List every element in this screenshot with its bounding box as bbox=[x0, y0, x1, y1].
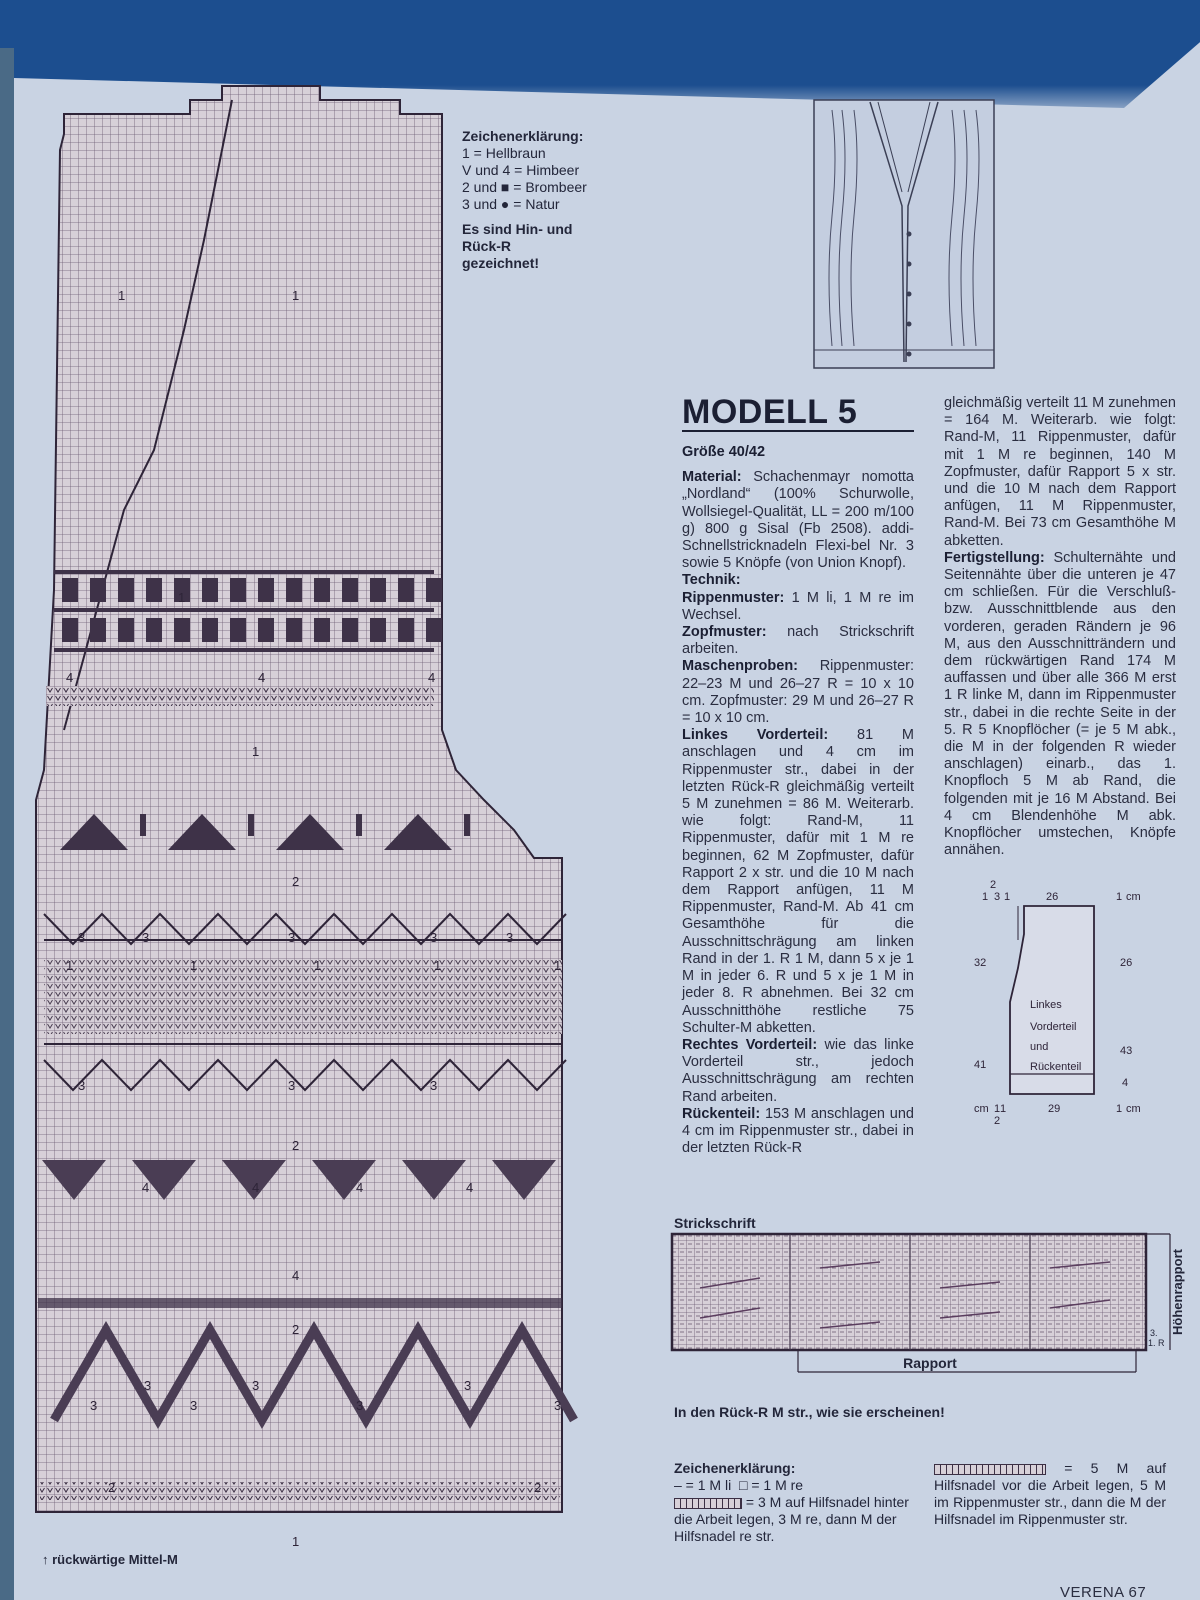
legend-line: = 3 M auf Hilfsnadel hinter die Arbeit legen, 3 M re, dann M der Hilfsnadel re str. bbox=[674, 1494, 909, 1544]
diamond-block bbox=[174, 618, 190, 642]
schem-label: 2 bbox=[994, 1115, 1001, 1127]
paragraph bbox=[682, 469, 914, 572]
paragraph bbox=[682, 1106, 914, 1158]
heading: Maschenproben: bbox=[682, 658, 799, 675]
diamond-block bbox=[202, 618, 218, 642]
diamond-block bbox=[370, 578, 386, 602]
chart-number: 4 bbox=[258, 670, 266, 685]
chart-number: 1 bbox=[178, 590, 186, 605]
size-schematic bbox=[974, 878, 1174, 1178]
heading: Technik: bbox=[682, 572, 741, 589]
back-center-text: rückwärtige Mittel-M bbox=[52, 1552, 178, 1567]
chart-number: 3 bbox=[90, 1398, 98, 1413]
diamond-block bbox=[230, 618, 246, 642]
dot-column bbox=[140, 814, 146, 836]
cable-left-icon bbox=[674, 1498, 742, 1509]
diamond-block bbox=[286, 618, 302, 642]
paragraph-text: Rippenmuster: 22–23 M und 26–27 R = 10 x 10 cm. Zopfmuster: 29 M und 26–27 R = 10 x 10 cm. bbox=[682, 658, 914, 727]
paragraph bbox=[682, 572, 914, 589]
chart-number: 3 bbox=[78, 1078, 86, 1093]
diamond-block bbox=[342, 618, 358, 642]
chart-number: 1 bbox=[118, 288, 126, 303]
legend-bottom bbox=[674, 1460, 914, 1545]
chart-number: 3 bbox=[78, 930, 86, 945]
heading: Fertigstellung: bbox=[944, 549, 1045, 566]
dot-column bbox=[356, 814, 362, 836]
legend-line: = 5 M auf Hilfsnadel vor die Arbeit legen, 5 M im Rippenmuster str., dann die M der Hilfsnadel im Rippenmuster str. bbox=[934, 1460, 1166, 1527]
chart-number: 3 bbox=[430, 930, 438, 945]
legend-bottom-right bbox=[934, 1460, 1166, 1528]
legend-line: V und 4 = Himbeer bbox=[462, 162, 580, 178]
chart-number: 3 bbox=[464, 1378, 472, 1393]
schem-label: cm bbox=[1126, 891, 1141, 903]
chart-number: 3 bbox=[356, 1398, 364, 1413]
diamond-block bbox=[342, 578, 358, 602]
diamond-block bbox=[230, 578, 246, 602]
chart-number: 3 bbox=[142, 930, 150, 945]
chart-number: 4 bbox=[142, 1180, 150, 1195]
legend-bottom-title: Zeichenerklärung: bbox=[674, 1460, 796, 1476]
paragraph-text: Schulternähte und Seitennähte über die unteren je 47 cm schließen. Für die Verschluß- bzw. Ausschnittblende aus den vorderen, geraden Rändern je 96 M, aus den Ausschnitträndern und dem rückwärtigen Rand 174 M auffassen und über alle 366 M erst 1 R linke M, dann im Rippenmuster str., dabei in die rechte Seite in der 5. R 5 Knopflöcher (= je 5 M abk., die M in der folgenden R wieder anschlagen) einarb., das 1. Knopfloch 5 M ab Rand, die folgenden mit je 16 M Abstand. Bei 4 cm Blendenhöhe M abk. Knopflöcher umstechen, Knöpfe annähen. bbox=[944, 549, 1176, 859]
chart-number: 4 bbox=[66, 670, 74, 685]
legend-line: 1 = Hellbraun bbox=[462, 145, 546, 161]
schem-label: 1 bbox=[982, 891, 989, 903]
chart-number: 1 bbox=[292, 288, 300, 303]
vest-sketch bbox=[810, 96, 998, 372]
chart-number: 3 bbox=[252, 1378, 260, 1393]
schem-label: 26 bbox=[1120, 957, 1133, 969]
diamond-block bbox=[118, 578, 134, 602]
legend-top-title: Zeichenerklärung: bbox=[462, 128, 584, 144]
paragraph-text: 153 M anschlagen und 4 cm im Rippenmuster str., dabei in der letzten Rück-R bbox=[682, 1105, 914, 1157]
paragraph-text: gleichmäßig verteilt 11 M zunehmen = 164 M. Weiterarb. wie folgt: Rand-M, 11 Rippenmuster, dafür mit 1 M re beginnen, 140 M Zopfmuster, dafür Rapport 5 x str. und die 10 M nach dem Rapport anfügen, 11 M Rippenmuster, Rand-M. Bei 73 cm Gesamthöhe M abketten. bbox=[944, 395, 1176, 549]
cable-right-icon bbox=[934, 1464, 1046, 1475]
schem-label: 29 bbox=[1048, 1103, 1061, 1115]
chart-number: 4 bbox=[292, 1268, 300, 1283]
strickschrift-chart bbox=[670, 1232, 1190, 1382]
row-label: 1. R bbox=[1148, 1338, 1165, 1348]
paragraph bbox=[944, 550, 1176, 860]
diamond-block bbox=[90, 618, 106, 642]
chart-number: 1 bbox=[314, 958, 322, 973]
schem-label: 1 bbox=[1116, 891, 1123, 903]
heading: Linkes Vorderteil: bbox=[682, 727, 829, 744]
chart-number: 1 bbox=[190, 958, 198, 973]
chart-number: 1 bbox=[554, 958, 562, 973]
band-dots bbox=[38, 1298, 562, 1308]
schem-label: 1 bbox=[994, 1103, 1001, 1115]
page-footer: VERENA 67 bbox=[1060, 1584, 1147, 1600]
paragraph-text: 1 M li, 1 M re im Wechsel. bbox=[682, 589, 914, 623]
chart-number: 1 bbox=[434, 958, 442, 973]
chart-number: 2 bbox=[292, 1322, 300, 1337]
schem-label: cm bbox=[974, 1103, 989, 1115]
paragraph bbox=[682, 727, 914, 1037]
paragraph bbox=[682, 624, 914, 658]
hoehenrapport-label: Höhenrapport bbox=[1170, 1249, 1185, 1335]
paragraph bbox=[682, 1037, 914, 1106]
chart-number: 3 bbox=[430, 1078, 438, 1093]
schem-label: 43 bbox=[1120, 1045, 1133, 1057]
dot-column bbox=[248, 814, 254, 836]
schem-inner-text: Rückenteil bbox=[1030, 1061, 1082, 1073]
schem-inner-text: Linkes bbox=[1030, 999, 1062, 1011]
legend-line: – = 1 M li bbox=[674, 1477, 732, 1493]
legend-line: 3 und ● = Natur bbox=[462, 196, 560, 212]
diamond-block bbox=[370, 618, 386, 642]
back-center-label: ↑ rückwärtige Mittel-M bbox=[42, 1552, 178, 1567]
chart-number: 4 bbox=[428, 670, 436, 685]
chart-number: 2 bbox=[534, 1480, 542, 1495]
article-column-2 bbox=[944, 395, 1176, 859]
diamond-block bbox=[314, 618, 330, 642]
paragraph bbox=[682, 590, 914, 624]
note-text: In den Rück-R M str., wie sie erscheinen! bbox=[674, 1404, 945, 1420]
schem-inner-text: und bbox=[1030, 1041, 1049, 1053]
diamond-block bbox=[314, 578, 330, 602]
chart-number: 3 bbox=[288, 930, 296, 945]
rapport-label: Rapport bbox=[903, 1355, 957, 1371]
diamond-block bbox=[202, 578, 218, 602]
model-title: MODELL 5 bbox=[682, 394, 914, 432]
legend-note: Es sind Hin- und Rück-R gezeichnet! bbox=[462, 221, 573, 271]
heading: Material: bbox=[682, 469, 742, 486]
chart-number: 3 bbox=[190, 1398, 198, 1413]
diamond-block bbox=[426, 618, 442, 642]
diamond-block bbox=[118, 618, 134, 642]
chart-number: 1 bbox=[66, 958, 74, 973]
diamond-block bbox=[146, 578, 162, 602]
schem-label: 41 bbox=[974, 1059, 987, 1071]
band-v-row bbox=[46, 686, 434, 706]
diamond-block bbox=[62, 618, 78, 642]
magazine-page bbox=[14, 30, 1200, 1600]
dot-column bbox=[464, 814, 470, 836]
schem-inner-text: Vorderteil bbox=[1030, 1021, 1077, 1033]
diamond-block bbox=[286, 578, 302, 602]
paragraph-text: Schachenmayr nomotta „Nordland“ (100% Schurwolle, Wollsiegel-Qualität, LL = 200 m/100 g) 800 g Sisal (Fb 2508). addi-Schnellstricknadeln Flexi-bel Nr. 3 sowie 5 Knöpfe (von Union Knopf). bbox=[682, 469, 914, 572]
chart-number: 2 bbox=[292, 1138, 300, 1153]
heading: Zopfmuster: bbox=[682, 624, 767, 641]
schem-label: 1 bbox=[1116, 1103, 1123, 1115]
chart-number: 1 bbox=[292, 1534, 300, 1549]
legend-line: 2 und ■ = Brombeer bbox=[462, 179, 587, 195]
chart-number: 2 bbox=[292, 874, 300, 889]
paragraph-text: 81 M anschlagen und 4 cm im Rippenmuster str., dabei in der letzten Rück-R gleichmäßig verteilt 5 M zunehmen = 86 M. Weiterarb. wie folgt: Rand-M, 11 Rippenmuster, dafür mit 1 M re beginnen, 62 M Zopfmuster, dafür Rapport 2 x str. und die 10 M nach dem Rapport anfügen, 11 M Rippenmuster, Rand-M. Ab 41 cm Gesamthöhe für die Ausschnittschrägung am linken Rand in der 1. R 1 M, dann 5 x je 1 M in jeder 6. R und 5 x je 1 M in jeder 8. R abnehmen. Bei 32 cm Ausschnitthöhe restliche 75 Schulter-M abketten. bbox=[682, 727, 915, 1036]
band-v-block bbox=[44, 960, 562, 1034]
size-line: Größe 40/42 bbox=[682, 444, 766, 460]
paragraph bbox=[682, 658, 914, 727]
schem-label: 3 bbox=[994, 891, 1001, 903]
diamond-block bbox=[426, 578, 442, 602]
paragraph-text: nach Strickschrift arbeiten. bbox=[682, 624, 914, 658]
diamond-block bbox=[258, 618, 274, 642]
row-label: 3. bbox=[1150, 1328, 1158, 1338]
schem-label: 32 bbox=[974, 957, 987, 969]
legend-top bbox=[462, 128, 632, 272]
schem-label: 2 bbox=[990, 879, 997, 891]
band-v-bottom bbox=[40, 1482, 560, 1500]
schem-label: cm bbox=[1126, 1103, 1141, 1115]
chart-number: 3 bbox=[554, 1398, 562, 1413]
chart-number: 4 bbox=[252, 1180, 260, 1195]
chart-number: 3 bbox=[144, 1378, 152, 1393]
chart-number: 1 bbox=[252, 744, 260, 759]
diamond-block bbox=[398, 618, 414, 642]
schem-label: 4 bbox=[1122, 1077, 1129, 1089]
chart-number: 3 bbox=[288, 1078, 296, 1093]
paragraph bbox=[944, 395, 1176, 550]
schem-label: 1 bbox=[1000, 1103, 1007, 1115]
schem-label: 26 bbox=[1046, 891, 1059, 903]
chart-number: 4 bbox=[356, 1180, 364, 1195]
strickschrift-title: Strickschrift bbox=[674, 1215, 756, 1231]
diamond-block bbox=[146, 618, 162, 642]
chart-number: 3 bbox=[506, 930, 514, 945]
paragraph-text: wie das linke Vorderteil str., jedoch Ausschnittschrägung am rechten Rand arbeiten. bbox=[682, 1036, 914, 1105]
diamond-block bbox=[258, 578, 274, 602]
chart-number: 2 bbox=[108, 1480, 116, 1495]
diamond-block bbox=[398, 578, 414, 602]
heading: Rückenteil: bbox=[682, 1105, 761, 1122]
legend-line: □ = 1 M re bbox=[738, 1477, 804, 1493]
article-column-1 bbox=[682, 444, 914, 1157]
schem-label: 1 bbox=[1004, 891, 1011, 903]
diamond-block bbox=[62, 578, 78, 602]
chart-number: 4 bbox=[466, 1180, 474, 1195]
heading: Rippenmuster: bbox=[682, 589, 785, 606]
heading: Rechtes Vorderteil: bbox=[682, 1036, 818, 1053]
diamond-block bbox=[90, 578, 106, 602]
